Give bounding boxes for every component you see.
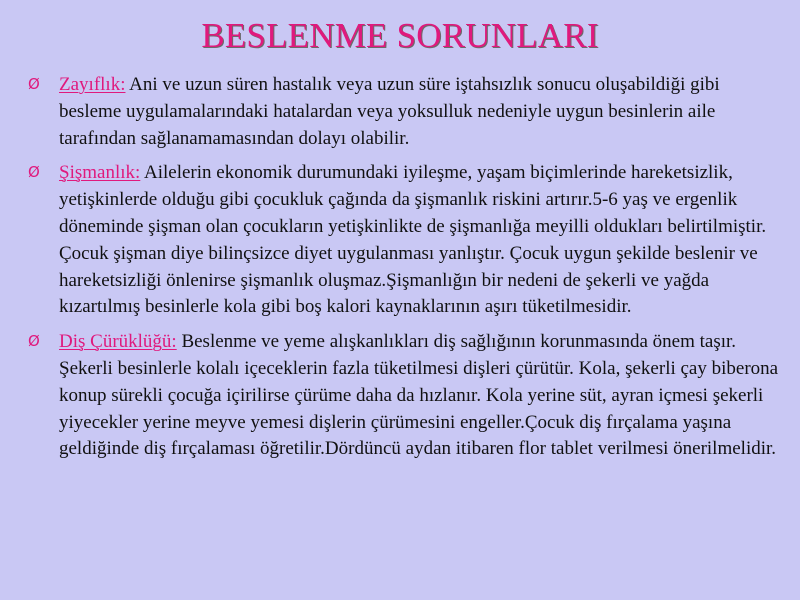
slide-title: BESLENME SORUNLARI: [201, 16, 599, 55]
bullet-item-sismanlik: [28, 160, 786, 321]
bullet-text: Beslenme ve yeme alışkanlıkları diş sağlığının korunmasında önem taşır. Şekerli besinlerle kolalı içeceklerin fazla tüketilmesi dişleri çürütür. Kola, şekerli çay biberona konup sürekli çocuğa içirilirse çürüme daha da hızlanır. Kola yerine süt, ayran içmesi şekerli yiyecekler yerine meyve yemesi dişlerin çürümesini engeller.Çocuk diş fırçalama yaşına geldiğinde diş fırçalaması öğretilir.Dördüncü aydan itibaren flor tablet verilmesi önerilmelidir.: [59, 331, 779, 460]
bullet-list: [28, 72, 786, 471]
bullet-text: Ailelerin ekonomik durumundaki iyileşme, yaşam biçimlerinde hareketsizlik, yetişkinlerde olduğu gibi çocukluk çağında da şişmanlık riskini artırır.5-6 yaş ve ergenlik döneminde şişman olan çocukların yetişkinlikte de şişmanlığa meyilli oldukları belirtilmiştir. Çocuk şişman diye bilinçsizce diyet uygulanması yanlıştır. Çocuk uygun şekilde beslenir ve hareketsizliği önlenirse şişmanlık oluşmaz.Şişmanlığın bir nedeni de şekerli ve yağda kızartılmış besinlerle kola gibi boş kalori kaynaklarının aşırı tüketilmesidir.: [59, 162, 767, 318]
bullet-arrow-icon: Ø: [28, 75, 40, 93]
bullet-item-dis-curuklugu: [28, 329, 786, 463]
bullet-arrow-icon: Ø: [28, 332, 40, 351]
bullet-term: Şişmanlık:: [59, 162, 141, 184]
bullet-text: Ani ve uzun süren hastalık veya uzun süre iştahsızlık sonucu oluşabildiği gibi besleme uygulamalarındaki hatalardan veya yoksulluk nedeniyle uygun besinlerin aile tarafından sağlanamamasından dolayı olabilir.: [59, 74, 720, 149]
bullet-arrow-icon: Ø: [28, 163, 40, 182]
bullet-term: Zayıflık:: [59, 74, 126, 95]
bullet-term: Diş Çürüklüğü:: [59, 331, 177, 353]
bullet-item-zayiflik: [28, 72, 786, 152]
